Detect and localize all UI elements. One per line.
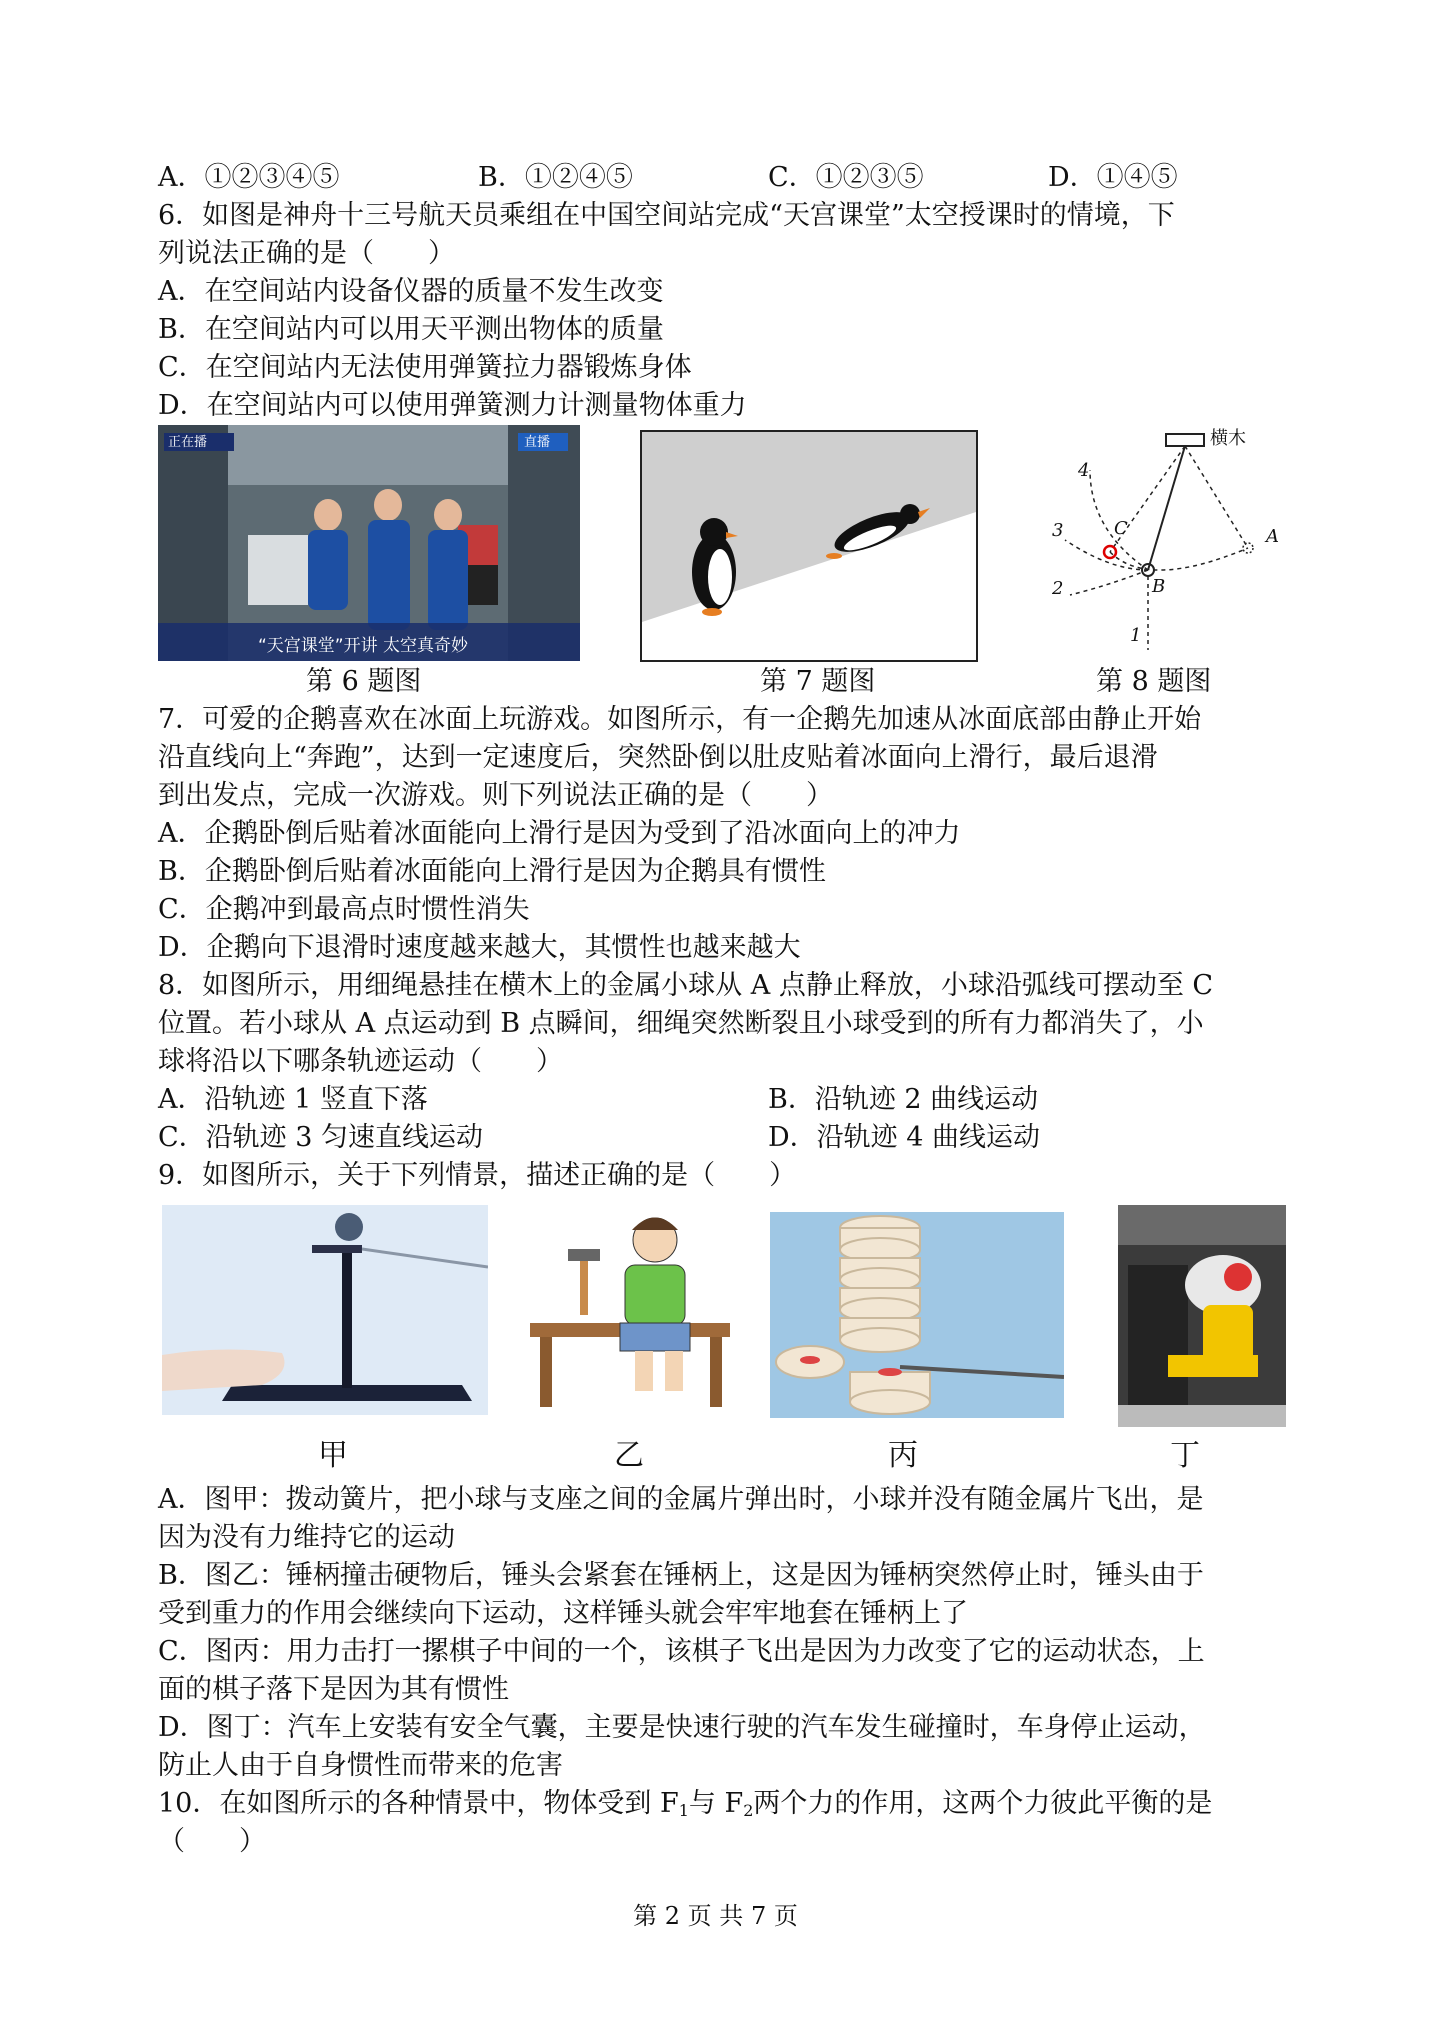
q6-stem-line1: 6．如图是神舟十三号航天员乘组在中国空间站完成“天宫课堂”太空授课时的情境，下 <box>158 200 1175 231</box>
q6-stem-line2: 列说法正确的是（ ） <box>158 238 455 269</box>
q7-option-d: D．企鹅向下退滑时速度越来越大，其惯性也越来越大 <box>158 932 801 963</box>
fig8-pendulum-diagram <box>1030 420 1290 660</box>
q7-option-b: B．企鹅卧倒后贴着冰面能向上滑行是因为企鹅具有惯性 <box>158 856 826 887</box>
q8-option-c: C．沿轨迹 3 匀速直线运动 <box>158 1122 484 1153</box>
q10-stem-line1 <box>158 1786 1212 1829</box>
fig7-caption: 第 7 题图 <box>760 666 876 697</box>
q10-stem-line2: （ ） <box>158 1826 266 1857</box>
q10-stem-post: 两个力的作用，这两个力彼此平衡的是 <box>753 1788 1213 1819</box>
q5-option-b: B．①②④⑤ <box>478 162 633 193</box>
q10-stem-mid: 与 F <box>688 1788 744 1819</box>
fig6-banner: “天宫课堂”开讲 太空真奇妙 <box>258 636 469 656</box>
q7-option-a: A．企鹅卧倒后贴着冰面能向上滑行是因为受到了沿冰面向上的冲力 <box>158 818 961 849</box>
fig8-path4-label: 4 <box>1078 460 1090 481</box>
fig8-point-a-label: A <box>1266 526 1279 547</box>
q6-option-b: B．在空间站内可以用天平测出物体的质量 <box>158 314 664 345</box>
q10-stem-pre: 10．在如图所示的各种情景中，物体受到 F <box>158 1788 679 1819</box>
q9-label-bing: 丙 <box>888 1438 918 1473</box>
fig8-point-c-label: C <box>1114 518 1128 539</box>
page-footer: 第 2 页 共 7 页 <box>633 1902 798 1930</box>
q8-stem-line3: 球将沿以下哪条轨迹运动（ ） <box>158 1046 563 1077</box>
q8-option-b: B．沿轨迹 2 曲线运动 <box>768 1084 1039 1115</box>
q9-option-a-line1: A．图甲：拨动簧片，把小球与支座之间的金属片弹出时，小球并没有随金属片飞出，是 <box>158 1484 1204 1515</box>
fig8-beam-label: 横木 <box>1210 428 1246 449</box>
q5-option-c: C．①②③⑤ <box>768 162 924 193</box>
q9-label-yi: 乙 <box>614 1438 644 1473</box>
q9-label-jia: 甲 <box>318 1438 348 1473</box>
q9-figure-ding <box>1118 1205 1286 1427</box>
q6-option-d: D．在空间站内可以使用弹簧测力计测量物体重力 <box>158 390 747 421</box>
q6-option-a: A．在空间站内设备仪器的质量不发生改变 <box>158 276 664 307</box>
q7-option-c: C．企鹅冲到最高点时惯性消失 <box>158 894 530 925</box>
q9-label-ding: 丁 <box>1170 1438 1200 1473</box>
q9-option-d-line1: D．图丁：汽车上安装有安全气囊，主要是快速行驶的汽车发生碰撞时，车身停止运动， <box>158 1712 1206 1743</box>
q8-option-d: D．沿轨迹 4 曲线运动 <box>768 1122 1040 1153</box>
fig8-point-b-label: B <box>1152 576 1166 597</box>
q9-option-c-line2: 面的棋子落下是因为其有惯性 <box>158 1674 509 1705</box>
fig8-path1-label: 1 <box>1130 625 1142 646</box>
q6-option-c: C．在空间站内无法使用弹簧拉力器锻炼身体 <box>158 352 692 383</box>
q9-option-b-line2: 受到重力的作用会继续向下运动，这样锤头就会牢牢地套在锤柄上了 <box>158 1598 968 1629</box>
q7-stem-line1: 7．可爱的企鹅喜欢在冰面上玩游戏。如图所示，有一企鹅先加速从冰面底部由静止开始 <box>158 704 1202 735</box>
q9-option-c-line1: C．图丙：用力击打一摞棋子中间的一个，该棋子飞出是因为力改变了它的运动状态，上 <box>158 1636 1205 1667</box>
q10-sub1: 1 <box>678 1801 689 1820</box>
fig6-live-badge: 直播 <box>524 435 551 450</box>
q9-option-d-line2: 防止人由于自身惯性而带来的危害 <box>158 1750 563 1781</box>
q9-option-b-line1: B．图乙：锤柄撞击硬物后，锤头会紧套在锤柄上，这是因为锤柄突然停止时，锤头由于 <box>158 1560 1204 1591</box>
q9-stem: 9．如图所示，关于下列情景，描述正确的是（ ） <box>158 1160 797 1191</box>
q9-figure-bing <box>770 1212 1064 1418</box>
q5-option-a: A．①②③④⑤ <box>158 162 340 193</box>
q9-option-a-line2: 因为没有力维持它的运动 <box>158 1522 455 1553</box>
fig6-space-station-photo <box>158 425 580 661</box>
q9-figure-yi <box>520 1205 750 1415</box>
fig8-caption: 第 8 题图 <box>1096 666 1212 697</box>
q7-stem-line2: 沿直线向上“奔跑”，达到一定速度后，突然卧倒以肚皮贴着冰面向上滑行，最后退滑 <box>158 742 1158 773</box>
q7-stem-line3: 到出发点，完成一次游戏。则下列说法正确的是（ ） <box>158 780 833 811</box>
fig7-penguin-slope <box>640 430 978 662</box>
q8-stem-line1: 8．如图所示，用细绳悬挂在横木上的金属小球从 A 点静止释放，小球沿弧线可摆动至 C <box>158 970 1214 1001</box>
q9-figure-jia <box>162 1205 488 1415</box>
q8-stem-line2: 位置。若小球从 A 点运动到 B 点瞬间，细绳突然断裂且小球受到的所有力都消失了，小 <box>158 1008 1204 1039</box>
fig6-caption: 第 6 题图 <box>306 666 422 697</box>
fig6-logo: 正在播 <box>168 435 208 450</box>
q5-option-d: D．①④⑤ <box>1048 162 1178 193</box>
q10-sub2: 2 <box>743 1801 754 1820</box>
q8-option-a: A．沿轨迹 1 竖直下落 <box>158 1084 428 1115</box>
fig8-path3-label: 3 <box>1052 520 1064 541</box>
fig8-path2-label: 2 <box>1052 578 1064 599</box>
